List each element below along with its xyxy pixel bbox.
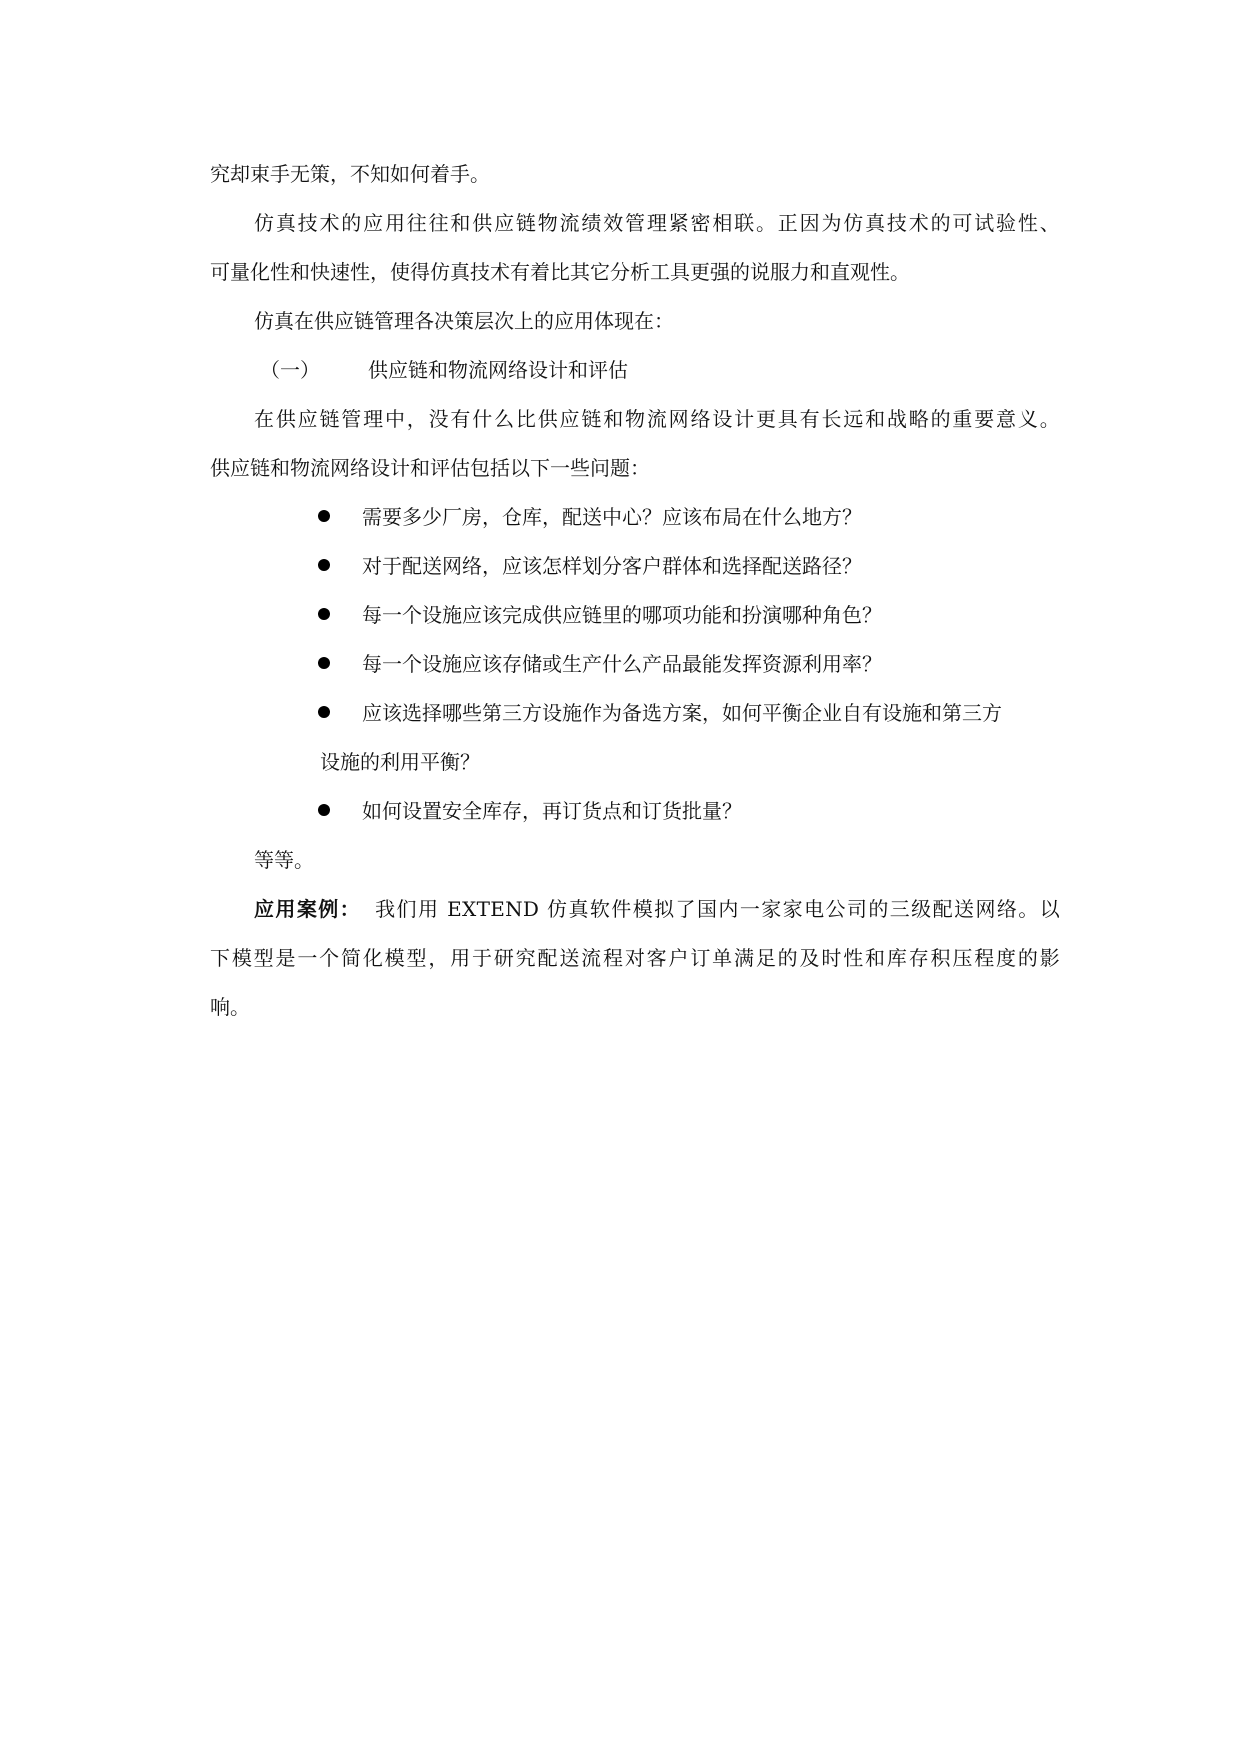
continuation-line: 究却束手无策，不知如何着手。 xyxy=(210,162,490,186)
case-text: 我们用 EXTEND 仿真软件模拟了国内一家家电公司的三级配送网络。以 xyxy=(375,897,1061,921)
bullet-icon xyxy=(318,510,330,522)
paragraph-line: 供应链和物流网络设计和评估包括以下一些问题： xyxy=(210,456,650,480)
paragraph-line: 可量化性和快速性，使得仿真技术有着比其它分析工具更强的说服力和直观性。 xyxy=(210,260,910,284)
list-item xyxy=(210,787,1060,836)
bullet-icon xyxy=(318,657,330,669)
section-title: 供应链和物流网络设计和评估 xyxy=(368,358,628,382)
bullet-icon xyxy=(318,559,330,571)
case-paragraph-line: 响。 xyxy=(210,995,250,1019)
bullet-list xyxy=(210,493,1060,836)
list-item-text: 应该选择哪些第三方设施作为备选方案，如何平衡企业自有设施和第三方 xyxy=(362,701,1002,725)
list-item xyxy=(210,591,1060,640)
list-item-text: 每一个设施应该完成供应链里的哪项功能和扮演哪种角色？ xyxy=(362,603,882,627)
paragraph-line: 在供应链管理中，没有什么比供应链和物流网络设计更具有长远和战略的重要意义。 xyxy=(254,407,1060,431)
section-number: （一） xyxy=(260,358,320,382)
document-body xyxy=(210,150,1060,1032)
bullet-icon xyxy=(318,706,330,718)
paragraph-line: 等等。 xyxy=(254,848,314,872)
paragraph-line: 仿真技术的应用往往和供应链物流绩效管理紧密相联。正因为仿真技术的可试验性、 xyxy=(254,211,1060,235)
list-item-text: 需要多少厂房，仓库，配送中心？应该布局在什么地方？ xyxy=(362,505,862,529)
list-item-text: 如何设置安全库存，再订货点和订货批量？ xyxy=(362,799,742,823)
list-item-continuation: 设施的利用平衡？ xyxy=(320,750,480,774)
case-paragraph-line xyxy=(210,885,1060,934)
bullet-icon xyxy=(318,804,330,816)
case-paragraph-line: 下模型是一个简化模型，用于研究配送流程对客户订单满足的及时性和库存积压程度的影 xyxy=(210,946,1060,970)
section-heading xyxy=(210,346,1060,395)
bullet-icon xyxy=(318,608,330,620)
list-item xyxy=(210,640,1060,689)
list-item-text: 对于配送网络，应该怎样划分客户群体和选择配送路径？ xyxy=(362,554,862,578)
list-item-text: 每一个设施应该存储或生产什么产品最能发挥资源利用率？ xyxy=(362,652,882,676)
list-item xyxy=(210,542,1060,591)
case-label: 应用案例： xyxy=(254,897,362,921)
paragraph-line: 仿真在供应链管理各决策层次上的应用体现在： xyxy=(254,309,674,333)
list-item xyxy=(210,689,1060,738)
list-item xyxy=(210,493,1060,542)
